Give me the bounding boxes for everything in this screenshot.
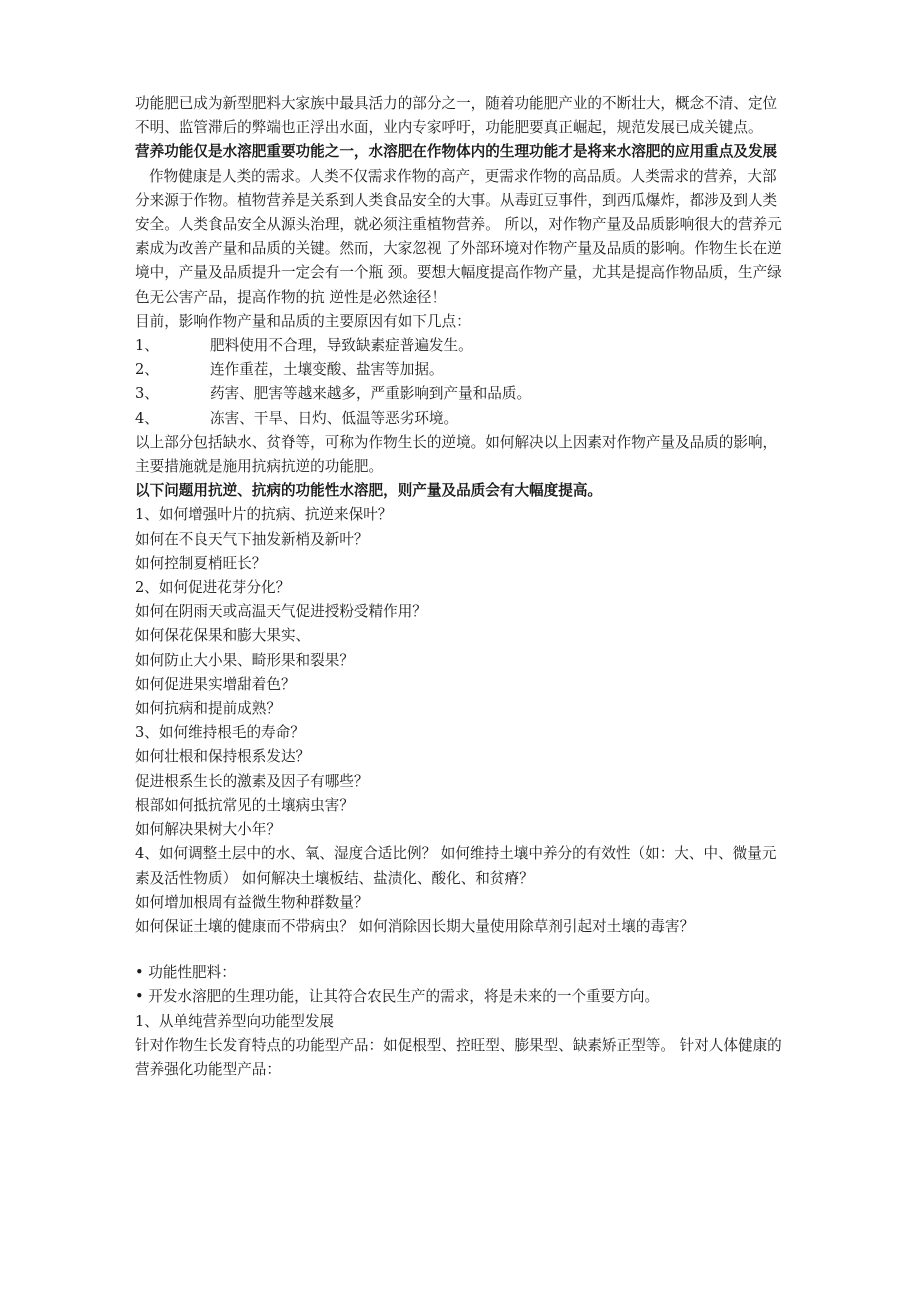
question-line: 3、如何维持根毛的寿命？ — [135, 724, 305, 742]
factor-text: 连作重茬，土壤变酸、盐害等加据。 — [210, 361, 444, 379]
paragraph-1: 作物健康是人类的需求。人类不仅需求作物的高产，更需求作物的高品质。人类需求的营养，大部分来源于作物。植物营养是关系到人类食品安全的大事。从毒豇豆事件，到西瓜爆炸，都涉及到人类安全。人类食品安全从源头治理，就必须注重植物营养。 所以，对作物产量及品质影响很大的营养元素成为改善产量和品质的关键。然而，大家忽视 了外部环境对作物产量及品质的影响。作物生长在逆境中，产量及品质提升一定会有一个瓶 颈。要想大幅度提高作物产量，尤其是提高作物品质，生产绿色无公害产品，提高作物的抗 逆性是必然途径！ — [135, 167, 782, 306]
paragraph-2: 目前，影响作物产量和品质的主要原因有如下几点： — [135, 312, 471, 330]
factor-text: 肥料使用不合理，导致缺素症普遍发生。 — [210, 337, 473, 355]
heading-2: 以下问题用抗逆、抗病的功能性水溶肥，则产量及品质会有大幅度提高。 — [135, 482, 603, 500]
question-line: 如何在不良天气下抽发新梢及新叶？ — [135, 530, 369, 548]
spacer — [135, 939, 790, 961]
heading-1: 营养功能仅是水溶肥重要功能之一，水溶肥在作物体内的生理功能才是将来水溶肥的应用重点及发展 — [135, 143, 778, 161]
question-line: 如何在阴雨天或高温天气促进授粉受精作用？ — [135, 603, 427, 621]
question-line: 如何控制夏梢旺长？ — [135, 554, 267, 572]
question-line: 如何解决果树大小年？ — [135, 821, 281, 839]
factor-item — [135, 407, 790, 431]
paragraph-4: 针对作物生长发育特点的功能型产品：如促根型、控旺型、膨果型、缺素矫正型等。 针对人体健康的营养强化功能型产品： — [135, 1036, 782, 1078]
question-line: 1、如何增强叶片的抗病、抗逆来保叶？ — [135, 506, 393, 524]
section-heading: 1、从单纯营养型向功能型发展 — [135, 1012, 335, 1030]
document-page — [135, 92, 790, 1082]
paragraph-3: 以上部分包括缺水、贫脊等，可称为作物生长的逆境。如何解决以上因素对作物产量及品质的影响，主要措施就是施用抗病抗逆的功能肥。 — [135, 433, 778, 476]
factor-text: 冻害、干旱、日灼、低温等恶劣环境。 — [210, 409, 459, 427]
question-line: 如何抗病和提前成熟？ — [135, 700, 281, 718]
question-line: 如何促进果实增甜着色？ — [135, 675, 296, 693]
bullet-item: • 功能性肥料： — [135, 964, 236, 982]
question-line: 如何壮根和保持根系发达？ — [135, 748, 311, 766]
factor-number: 2、 — [135, 361, 159, 379]
question-line: 4、如何调整土层中的水、氧、湿度合适比例？ 如何维持土壤中养分的有效性（如：大、中、微量元素及活性物质） 如何解决土壤板结、盐渍化、酸化、和贫瘠？ — [135, 845, 777, 887]
factor-number: 4、 — [135, 409, 159, 427]
question-line: 2、如何促进花芽分化？ — [135, 579, 291, 597]
factor-text: 药害、肥害等越来越多，严重影响到产量和品质。 — [210, 385, 532, 403]
question-line: 如何防止大小果、畸形果和裂果？ — [135, 651, 354, 669]
question-line: 如何保证土壤的健康而不带病虫？ 如何消除因长期大量使用除草剂引起对土壤的毒害？ — [135, 917, 695, 935]
question-line: 如何增加根周有益微生物种群数量？ — [135, 893, 369, 911]
factor-item — [135, 334, 790, 358]
question-line: 促进根系生长的激素及因子有哪些？ — [135, 772, 369, 790]
factor-item — [135, 358, 790, 382]
question-line: 根部如何抵抗常见的土壤病虫害？ — [135, 796, 354, 814]
factor-number: 3、 — [135, 385, 159, 403]
factor-item — [135, 382, 790, 406]
factor-number: 1、 — [135, 337, 159, 355]
intro-paragraph: 功能肥已成为新型肥料大家族中最具活力的部分之一，随着功能肥产业的不断壮大，概念不清、定位不明、监管滞后的弊端也正浮出水面，业内专家呼吁，功能肥要真正崛起，规范发展已成关键点。 — [135, 95, 778, 137]
question-line: 如何保花保果和膨大果实、 — [135, 627, 311, 645]
bullet-item: • 开发水溶肥的生理功能，让其符合农民生产的需求，将是未来的一个重要方向。 — [135, 988, 660, 1006]
